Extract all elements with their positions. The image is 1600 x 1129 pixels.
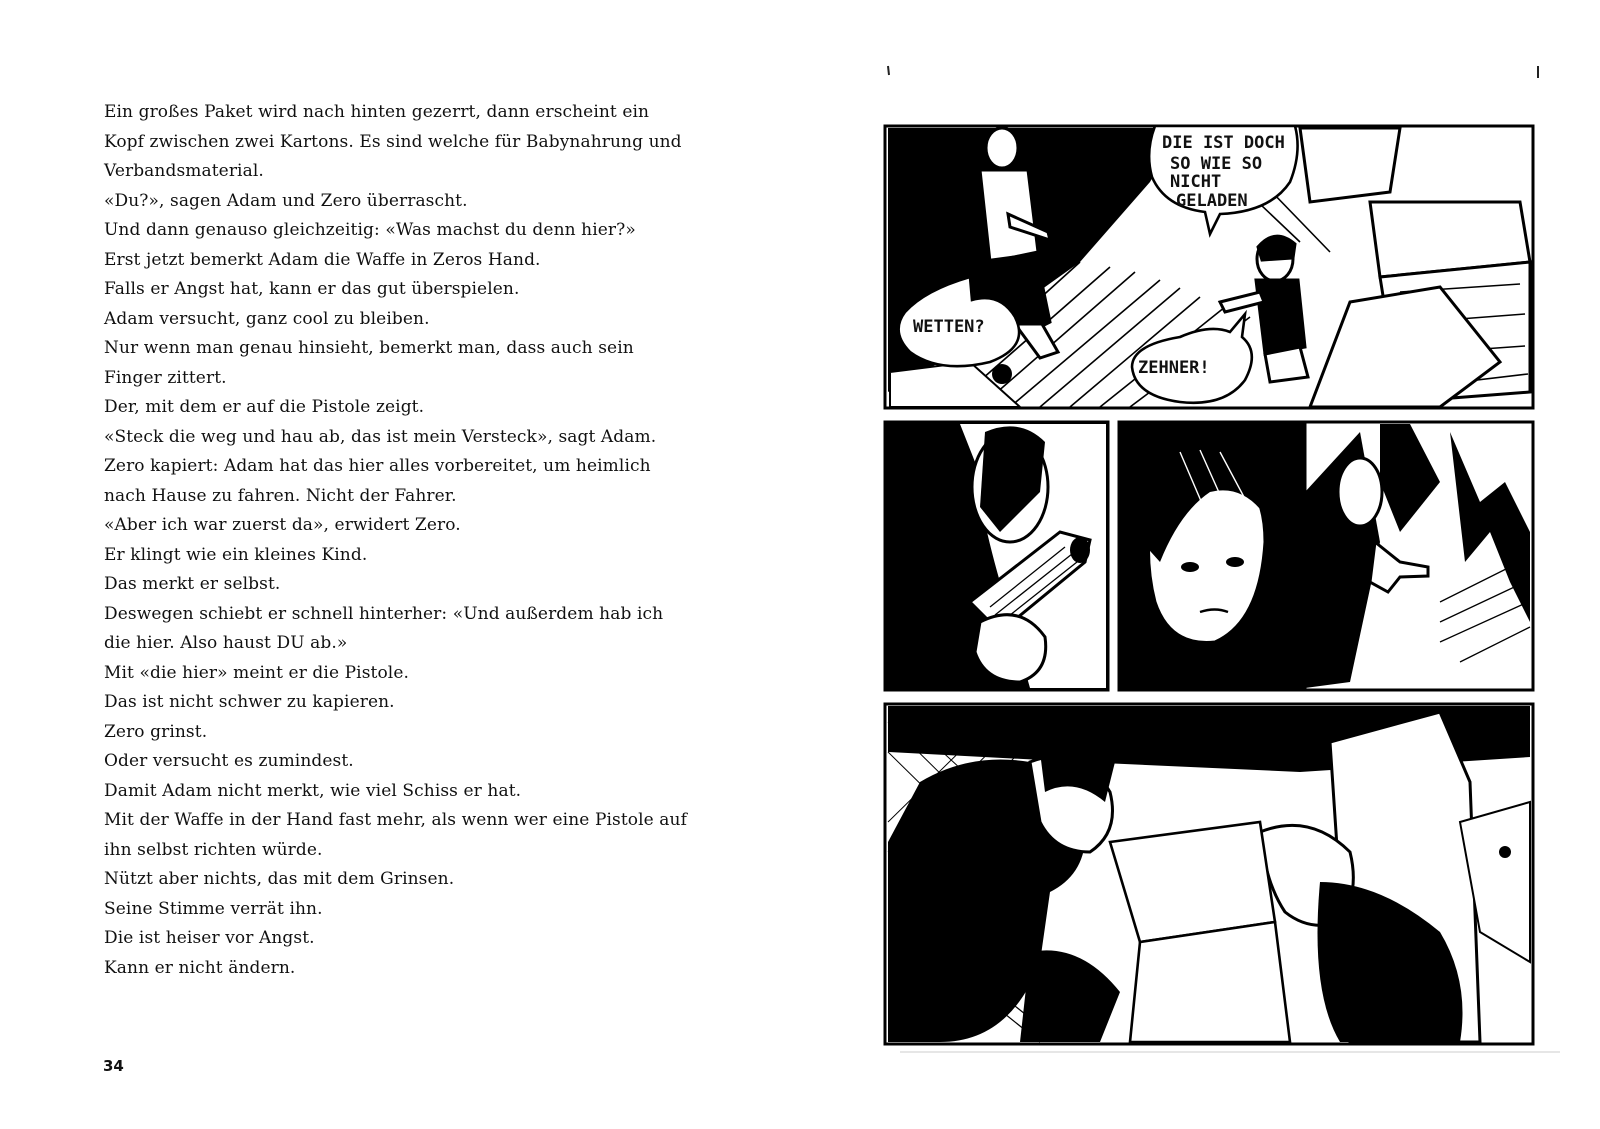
- text-line: «Aber ich war zuerst da», erwidert Zero.: [104, 515, 461, 535]
- text-line: «Du?», sagen Adam und Zero überrascht.: [104, 190, 468, 211]
- bubble-3-text: ZEHNER!: [1138, 358, 1210, 378]
- text-line: Seine Stimme verrät ihn.: [104, 898, 323, 919]
- bubble-1-line-3: NICHT: [1170, 172, 1222, 192]
- bubble-2-text: WETTEN?: [913, 317, 985, 337]
- text-line: Oder versucht es zumindest.: [104, 751, 354, 771]
- text-line: Und dann genauso gleichzeitig: «Was machst du denn hier?»: [104, 220, 636, 240]
- text-line: Mit «die hier» meint er die Pistole.: [104, 662, 409, 683]
- text-line: Kann er nicht ändern.: [104, 957, 296, 978]
- text-line: nach Hause zu fahren. Nicht der Fahrer.: [104, 485, 457, 506]
- text-line: Adam versucht, ganz cool zu bleiben.: [104, 308, 430, 329]
- text-line: Das merkt er selbst.: [104, 574, 281, 594]
- text-line: Nützt aber nichts, das mit dem Grinsen.: [104, 869, 455, 889]
- text-line: Falls er Angst hat, kann er das gut überspielen.: [104, 279, 520, 299]
- comic-panel-4: [1305, 422, 1533, 690]
- text-line: Damit Adam nicht merkt, wie viel Schiss er hat.: [104, 780, 522, 801]
- text-line: Erst jetzt bemerkt Adam die Waffe in Zeros Hand.: [104, 249, 541, 270]
- text-line: Das ist nicht schwer zu kapieren.: [104, 692, 395, 712]
- text-line: die hier. Also haust DU ab.»: [104, 633, 348, 653]
- comic-panel-1: [885, 126, 1533, 408]
- comic-panel-2: [885, 422, 1108, 690]
- bubble-1-line-4: GELADEN: [1176, 191, 1248, 211]
- comic-page: [880, 62, 1580, 1082]
- text-line: Deswegen schiebt er schnell hinterher: «Und außerdem hab ich: [104, 603, 664, 624]
- comic-panel-5: [885, 704, 1533, 1044]
- text-line: Verbandsmaterial.: [104, 161, 264, 181]
- bubble-1-line-1: DIE IST DOCH: [1162, 133, 1285, 153]
- text-line: Zero grinst.: [104, 721, 208, 742]
- text-line: Er klingt wie ein kleines Kind.: [104, 544, 368, 565]
- text-line: Zero kapiert: Adam hat das hier alles vorbereitet, um heimlich: [104, 456, 651, 476]
- text-line: ihn selbst richten würde.: [104, 839, 323, 860]
- text-line: Finger zittert.: [104, 367, 227, 388]
- text-line: Die ist heiser vor Angst.: [104, 928, 315, 948]
- bubble-1-line-2: SO WIE SO: [1170, 154, 1263, 174]
- comic-panel-3: [1119, 422, 1305, 690]
- page-number: 34: [103, 1057, 124, 1075]
- text-line: Kopf zwischen zwei Kartons. Es sind welche für Babynahrung und: [104, 131, 682, 152]
- text-line: Der, mit dem er auf die Pistole zeigt.: [104, 397, 425, 417]
- text-line: Nur wenn man genau hinsieht, bemerkt man, dass auch sein: [104, 338, 634, 358]
- text-page: [104, 98, 687, 983]
- text-line: Ein großes Paket wird nach hinten gezerrt, dann erscheint ein: [104, 102, 650, 122]
- text-line: «Steck die weg und hau ab, das ist mein Versteck», sagt Adam.: [104, 426, 657, 447]
- text-line: Mit der Waffe in der Hand fast mehr, als wenn wer eine Pistole auf: [104, 810, 687, 830]
